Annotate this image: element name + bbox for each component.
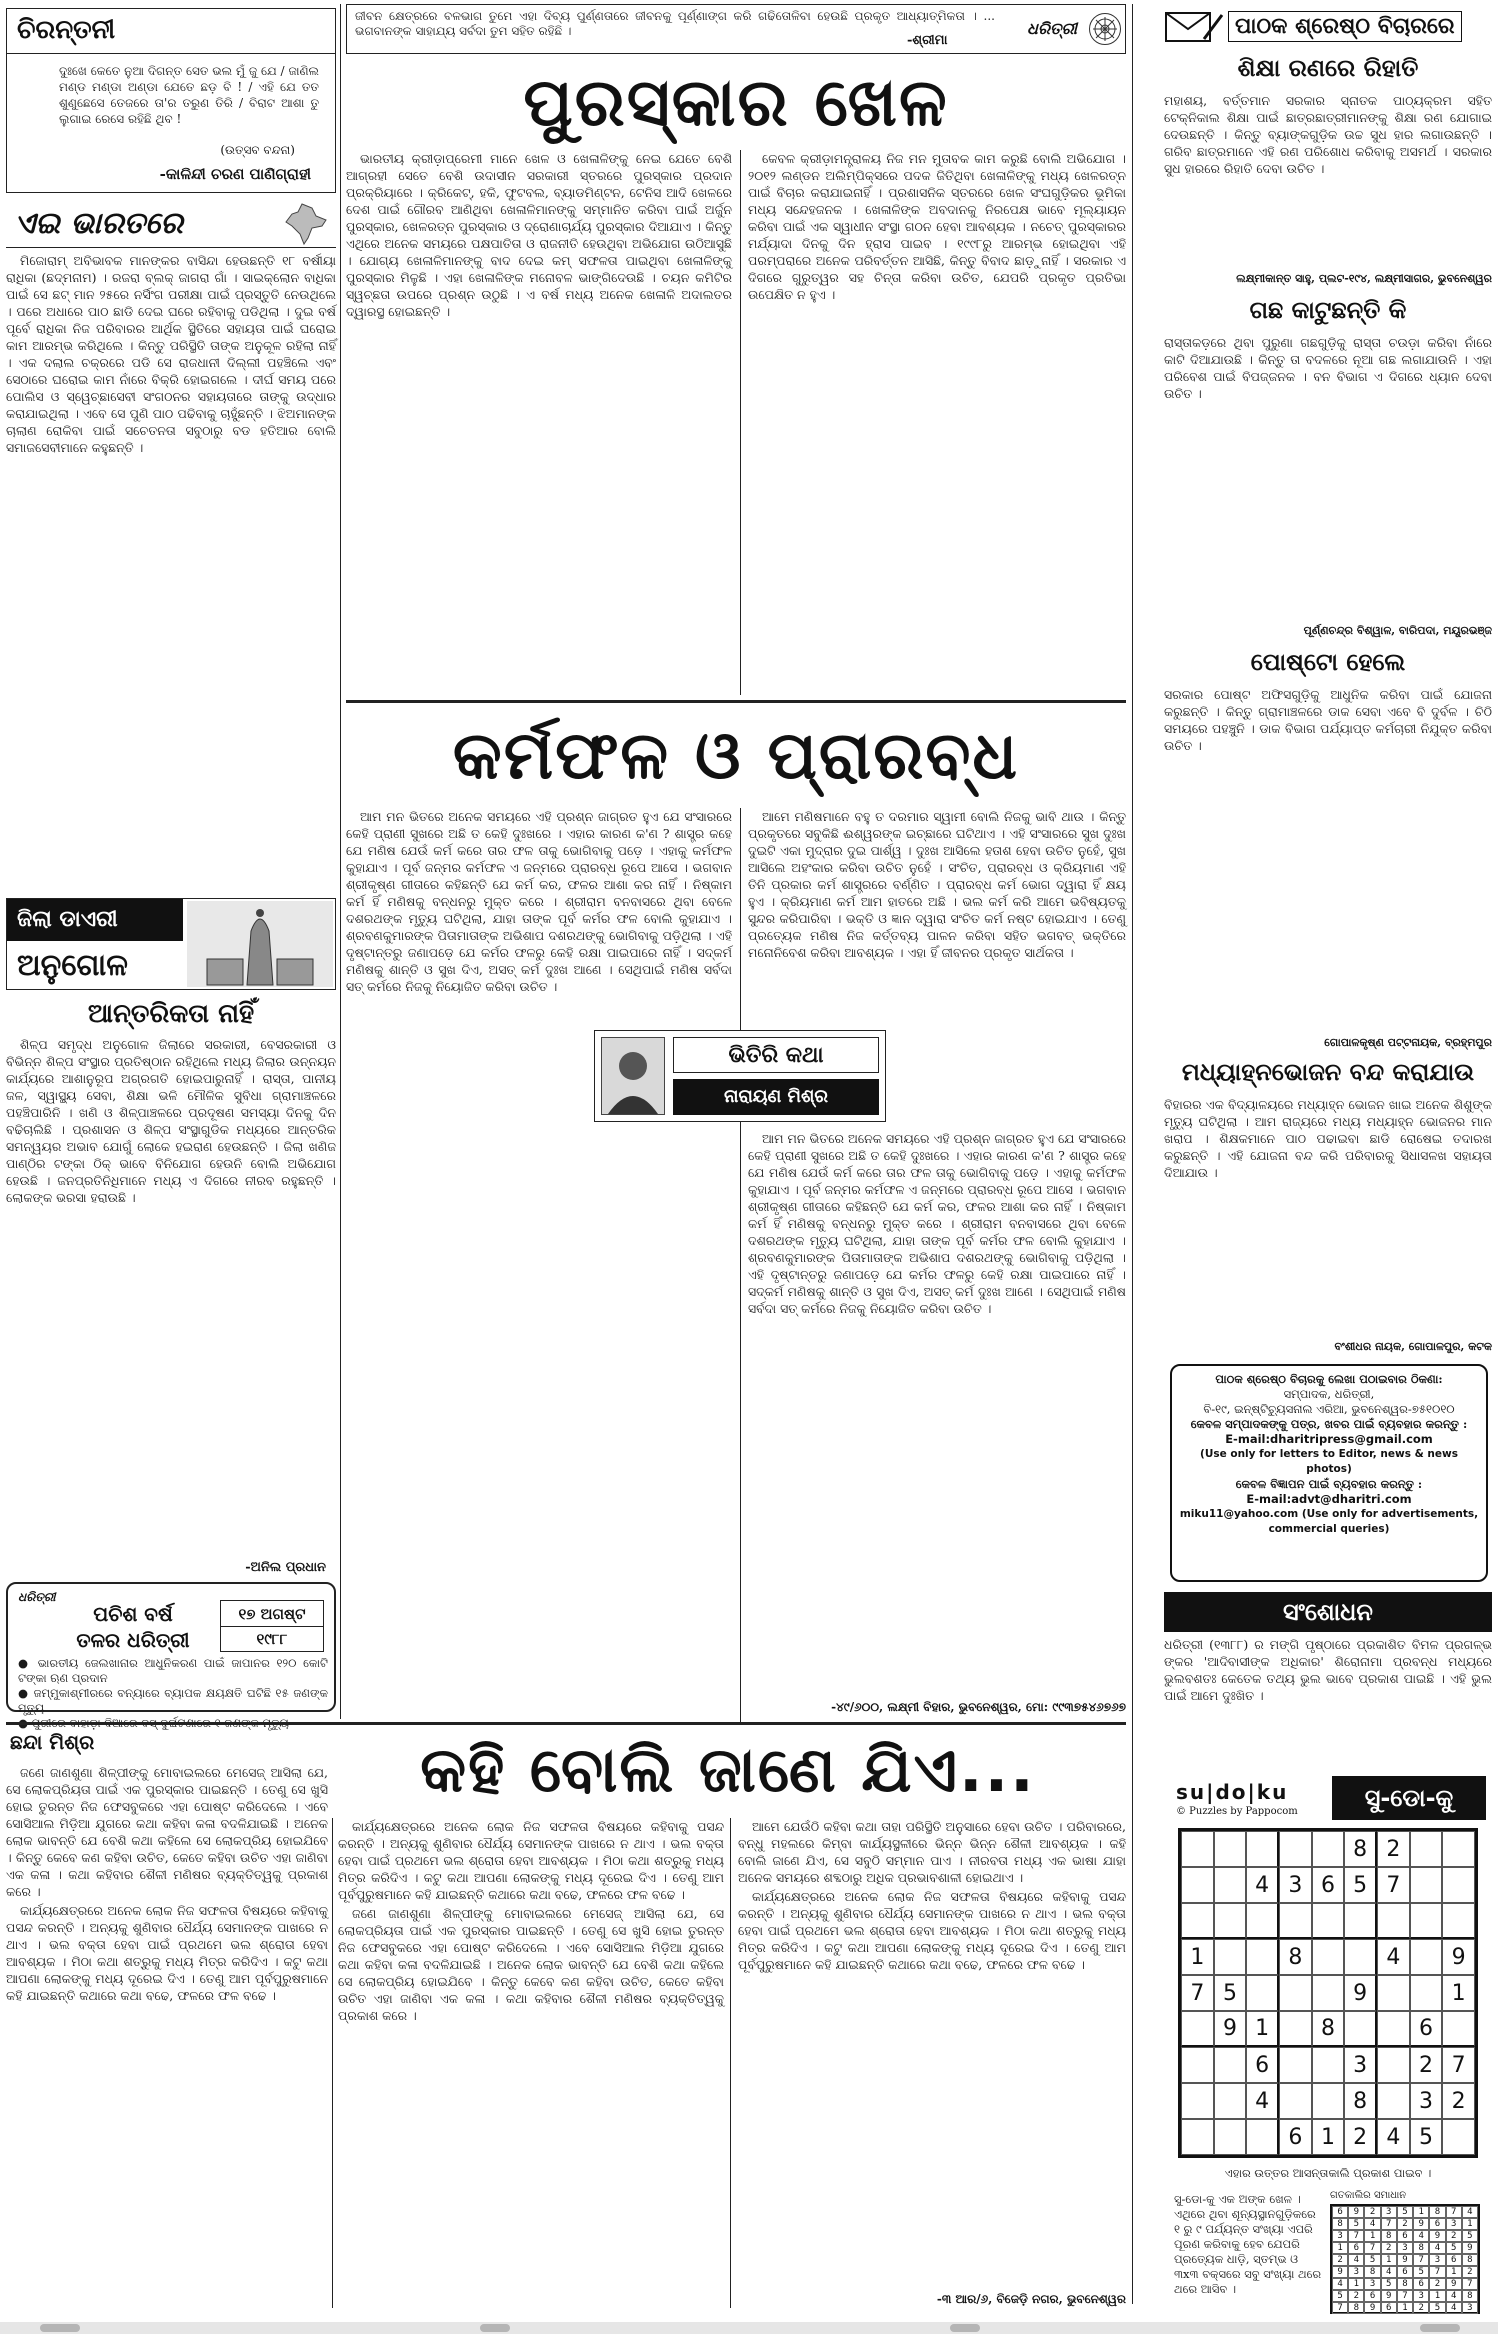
solution-cell: 5 [1381, 2278, 1397, 2290]
prev-solution-label: ଗତକାଲିର ସମାଧାନ [1330, 2190, 1407, 2201]
solution-cell: 5 [1332, 2290, 1348, 2302]
paragraph: ଜଣେ ଜାଣଶୁଣା ଶିଳ୍ପୀଙ୍କୁ ମୋବାଇଲରେ ମେସେଜ୍ ଆସିଲା ଯେ, ସେ ଲୋକପ୍ରିୟତା ପାଇଁ ଏକ ପୁରସ୍କାର ପାଇଛନ୍ତି । ତେଣୁ ସେ ଖୁସି ହୋଇ ତୁରନ୍ତ ନିଜ ଫେସବୁକରେ ଏହା ପୋଷ୍ଟ କରିଦେଲେ । ଏବେ ସୋସିଆଲ ମିଡ଼ିଆ ଯୁଗରେ କଥା କହିବା କଳା ବଦଳିଯାଇଛି । ଅନେକ ଲୋକ ଭାବନ୍ତି ଯେ ବେଶି କଥା କହିଲେ ସେ ଲୋକପ୍ରିୟ ହୋଇଯିବେ । କିନ୍ତୁ କେବେ କଣ କହିବା ଉଚିତ, କେତେ କହିବା ଉଚିତ ଏହା ଜାଣିବା ଏକ କଳା । କଥା କହିବାର ଶୈଳୀ ମଣିଷର ବ୍ୟକ୍ତିତ୍ୱକୁ ପ୍ରକାଶ କରେ । [6, 1765, 328, 1899]
solution-cell: 4 [1381, 2266, 1397, 2278]
solution-cell: 8 [1462, 2290, 1478, 2302]
sudoku-cell[interactable] [1312, 1939, 1345, 1975]
sudoku-cell[interactable] [1410, 1975, 1443, 2011]
bharat-body [6, 252, 336, 892]
section-divider [346, 700, 1126, 703]
solution-cell: 1 [1381, 2254, 1397, 2266]
solution-cell: 9 [1364, 2302, 1380, 2314]
district-body [6, 1036, 336, 1556]
sudoku-cell[interactable] [1181, 2047, 1214, 2083]
email-link[interactable]: E-mail:dharitripress@gmail.com [1225, 1432, 1433, 1446]
letter-author: ବଂଶୀଧର ନାୟକ, ଗୋପାଳପୁର, କଟକ [1334, 1340, 1492, 1353]
sudoku-cell[interactable]: 8 [1312, 2011, 1345, 2047]
twenty-five-subtitle: ତଳର ଧରିତ୍ରୀ [76, 1628, 190, 1652]
solution-cell: 8 [1462, 2254, 1478, 2266]
sudoku-brand: su|do|ku [1176, 1780, 1289, 1804]
paragraph: କାର୍ଯ୍ୟକ୍ଷେତ୍ରରେ ଅନେକ ଲୋକ ନିଜ ସଫଳତା ବିଷୟରେ କହିବାକୁ ପସନ୍ଦ କରନ୍ତି । ଅନ୍ୟକୁ ଶୁଣିବାର ଧୈର୍ଯ୍ୟ ସେମାନଙ୍କ ପାଖରେ ନ ଥାଏ । ଭଲ ବକ୍ତା ହେବା ପାଇଁ ପ୍ରଥମେ ଭଲ ଶ୍ରୋତା ହେବା ଆବଶ୍ୟକ । ମିଠା କଥା ଶତ୍ରୁକୁ ମଧ୍ୟ ମିତ୍ର କରିଦିଏ । କଟୁ କଥା ଆପଣା ଲୋକଙ୍କୁ ମଧ୍ୟ ଦୂରେଇ ଦିଏ । ତେଣୁ ଆମ ପୂର୍ବପୁରୁଷମାନେ କହି ଯାଇଛନ୍ତି କଥାରେ କଥା ବଢେ, ଫଳରେ ଫଳ ବଢେ । [6, 1903, 328, 2003]
chhanda-byline: ଛନ୍ଦା ମିଶ୍ର [10, 1730, 95, 1754]
solution-cell: 7 [1397, 2290, 1413, 2302]
solution-cell: 4 [1348, 2254, 1364, 2266]
solution-cell: 6 [1364, 2290, 1380, 2302]
letter-headline: ଗଛ କାଟୁଛନ୍ତି କି [1249, 296, 1407, 324]
sudoku-cell[interactable] [1214, 2119, 1247, 2155]
sudoku-cell[interactable] [1279, 1831, 1312, 1867]
sudoku-cell[interactable] [1344, 1903, 1377, 1939]
karma-headline: କର୍ମଫଳ ଓ ପ୍ରାରବ୍ଧ [452, 717, 1020, 794]
sudoku-cell[interactable] [1181, 2083, 1214, 2119]
solution-cell: 4 [1462, 2206, 1478, 2218]
sudoku-cell[interactable] [1344, 2011, 1377, 2047]
solution-cell: 3 [1462, 2302, 1478, 2314]
solution-cell: 7 [1446, 2206, 1462, 2218]
sudoku-rules: ସୁ-ଡୋ-କୁ ଏକ ଅଙ୍କ ଖେଳ । ଏଥିରେ ଥିବା ଶୂନ୍ୟସ୍ଥାନଗୁଡ଼ିକରେ ୧ ରୁ ୯ ପର୍ଯ୍ୟନ୍ତ ସଂଖ୍ୟା ଏପରି ପୂରଣ କରିବାକୁ ହେବ ଯେପରି ପ୍ରତ୍ୟେକ ଧାଡ଼ି, ସ୍ତମ୍ଭ ଓ ୩x୩ ବକ୍ସରେ ସବୁ ସଂଖ୍ୟା ଥରେ ଥରେ ଆସିବ । [1174, 2192, 1322, 2296]
main-article-col2 [748, 150, 1126, 695]
sudoku-cell[interactable] [1442, 2011, 1475, 2047]
district-name: ଅନୁଗୋଳ [17, 948, 128, 983]
karma-col1 [346, 808, 732, 1723]
solution-cell: 9 [1381, 2290, 1397, 2302]
solution-cell: 4 [1446, 2290, 1462, 2302]
solution-cell: 6 [1446, 2254, 1462, 2266]
sudoku-cell[interactable] [1312, 1975, 1345, 2011]
letter-body: ବିହାରର ଏକ ବିଦ୍ୟାଳୟରେ ମଧ୍ୟାହ୍ନ ଭୋଜନ ଖାଇ ଅନେକ ଶିଶୁଙ୍କ ମୃତ୍ୟୁ ଘଟିଥିଲା । ଆମ ରାଜ୍ୟରେ ମଧ୍ୟ ମଧ୍ୟାହ୍ନ ଭୋଜନର ମାନ ଖରାପ । ଶିକ୍ଷକମାନେ ପାଠ ପଢାଇବା ଛାଡି ରୋଷେଇ ତଦାରଖ କରୁଛନ୍ତି । ଏହି ଯୋଜନା ବନ୍ଦ କରି ପରିବାରକୁ ସିଧାସଳଖ ସହାୟତା ଦିଆଯାଉ । [1164, 1097, 1492, 1180]
paragraph: ଭାରତୀୟ କ୍ରୀଡ଼ାପ୍ରେମୀ ମାନେ ଖେଳ ଓ ଖେଳାଳିଙ୍କୁ ନେଇ ଯେତେ ବେଶି ଆଗ୍ରହୀ ସେତେ ବେଶି ଉଦାସୀନ ସରକାରୀ ସ୍ତରରେ ପୁରସ୍କାର ପ୍ରଦାନ ପ୍ରକ୍ରିୟାରେ । କ୍ରିକେଟ୍, ହକି, ଫୁଟବଲ, ବ୍ୟାଡମିଣ୍ଟନ, ଟେନିସ ଆଦି ଖେଳରେ ଦେଶ ପାଇଁ ଗୌରବ ଆଣିଥିବା ଖେଳାଳିମାନଙ୍କୁ ସମ୍ମାନିତ କରିବା ପାଇଁ ଅର୍ଜୁନ ପୁରସ୍କାର, ଖେଳରତ୍ନ ପୁରସ୍କାର ଓ ଦ୍ରୋଣାଚାର୍ଯ୍ୟ ପୁରସ୍କାର ଦିଆଯାଏ । କିନ୍ତୁ ଏଥିରେ ଅନେକ ସମୟରେ ପକ୍ଷପାତିତା ଓ ରାଜନୀତି ହେଉଥିବା ଅଭିଯୋଗ ଉଠିଆସୁଛି । ଯୋଗ୍ୟ ଖେଳାଳିମାନଙ୍କୁ ବାଦ ଦେଇ କମ୍ ସଫଳତା ପାଇଥିବା ଖେଳାଳିଙ୍କୁ ପୁରସ୍କାର ମିଳୁଛି । ଏହା ଖେଳାଳିଙ୍କ ମନୋବଳ ଭାଙ୍ଗିଦେଉଛି । ଚୟନ କମିଟିର ସ୍ୱଚ୍ଛତା ଉପରେ ପ୍ରଶ୍ନ ଉଠୁଛି । ଏ ବର୍ଷ ମଧ୍ୟ ଅନେକ ଖେଳାଳି ଅଦାଲତର ଦ୍ୱାରସ୍ଥ ହୋଇଛନ୍ତି । [346, 151, 732, 319]
solution-cell: 1 [1348, 2278, 1364, 2290]
paragraph: ମିଜୋରାମ୍ ଅବିଭାବକ ମାନଙ୍କର ବାସିନ୍ଦା ହେଉଛନ୍ତି ୧୮ ବର୍ଷୀୟା ରାଧିକା (ଛଦ୍ମନାମ) । ରଜରା ବ୍ଲକ୍ ଜାଗରା ଗାଁ । ସାଇକ୍ଲୋନ ବାଧିକା ପାଇଁ ସେ ଛଟ୍ ମାନ ୨୫ରେ ନର୍ସିଂଗ ପରୀକ୍ଷା ପାଇଁ ପ୍ରସ୍ତୁତି ନେଉଥିଲେ । ପରେ ଅଧାରେ ପାଠ ଛାଡି ଦେଇ ଘରେ ରହିବାକୁ ପଡିଥିଲା । ଦୁଇ ବର୍ଷ ପୂର୍ବେ ରାଧିକା ନିଜ ପରିବାରର ଆର୍ଥିକ ସ୍ଥିତିରେ ସହାୟତା ପାଇଁ ଘରୋଇ କାମ ଆରମ୍ଭ କରିଥିଲେ । କିନ୍ତୁ ପରିସ୍ଥିତି ତାଙ୍କ ଅନୁକୂଳ ରହିଲା ନାହିଁ । ଏକ ଦଲାଲ ଚକ୍ରରେ ପଡି ସେ ରାଜଧାନୀ ଦିଲ୍ଲୀ ପହଞ୍ଚିଲେ ଏବଂ ସେଠାରେ ଘରୋଇ କାମ ନାଁରେ ବିକ୍ରି ହୋଇଗଲେ । ଦୀର୍ଘ ସମୟ ପରେ ପୋଲିସ ଓ ସ୍ୱେଚ୍ଛାସେବୀ ସଂଗଠନର ସହାୟତାରେ ତାଙ୍କୁ ଉଦ୍ଧାର କରାଯାଇଥିଲା । ଏବେ ସେ ପୁଣି ପାଠ ପଢିବାକୁ ଚାହୁଁଛନ୍ତି । ଝିଅମାନଙ୍କ ଚାଲାଣ ରୋକିବା ପାଇଁ ସଚେତନତା ସବୁଠାରୁ ବଡ ହତିଆର ବୋଲି ସମାଜସେବୀମାନେ କହୁଛନ୍ତି । [6, 253, 336, 455]
solution-cell: 7 [1381, 2218, 1397, 2230]
main-headline: ପୁରସ୍କାର ଖେଳ [523, 64, 949, 141]
solution-cell: 8 [1413, 2242, 1429, 2254]
solution-cell: 4 [1429, 2242, 1445, 2254]
sudoku-cell[interactable]: 3 [1344, 2047, 1377, 2083]
column-divider [740, 808, 741, 1723]
sudoku-cell[interactable]: 5 [1410, 2119, 1443, 2155]
solution-cell: 9 [1397, 2254, 1413, 2266]
sudoku-cell[interactable] [1214, 1903, 1247, 1939]
sudoku-cell[interactable]: 2 [1377, 1831, 1410, 1867]
paragraph: ଜଣେ ଜାଣଶୁଣା ଶିଳ୍ପୀଙ୍କୁ ମୋବାଇଲରେ ମେସେଜ୍ ଆସିଲା ଯେ, ସେ ଲୋକପ୍ରିୟତା ପାଇଁ ଏକ ପୁରସ୍କାର ପାଇଛନ୍ତି । ତେଣୁ ସେ ଖୁସି ହୋଇ ତୁରନ୍ତ ନିଜ ଫେସବୁକରେ ଏହା ପୋଷ୍ଟ କରିଦେଲେ । ଏବେ ସୋସିଆଲ ମିଡ଼ିଆ ଯୁଗରେ କଥା କହିବା କଳା ବଦଳିଯାଇଛି । ଅନେକ ଲୋକ ଭାବନ୍ତି ଯେ ବେଶି କଥା କହିଲେ ସେ ଲୋକପ୍ରିୟ ହୋଇଯିବେ । କିନ୍ତୁ କେବେ କଣ କହିବା ଉଚିତ, କେତେ କହିବା ଉଚିତ ଏହା ଜାଣିବା ଏକ କଳା । କଥା କହିବାର ଶୈଳୀ ମଣିଷର ବ୍ୟକ୍ତିତ୍ୱକୁ ପ୍ରକାଶ କରେ । [338, 1906, 724, 2023]
sudoku-cell[interactable]: 9 [1214, 2011, 1247, 2047]
sudoku-cell[interactable] [1279, 2011, 1312, 2047]
chirantani-poem: ଦୁଃଖେ କେତେ ନୁଆ ଦିଗନ୍ତ ସେତ ଭଲ ମୁଁ ଜୁ ଯେ / ଜାଣିଲ ମଣ୍ଡ ମଣ୍ଡା ଅଣ୍ଡା ଯେତେ ଛଡ଼ ବି ! / ଏହି ଯେ ତତ ଶୁଣୁଛେସେ ତେଜରେ ତା'ର ତରୁଣ ତିରି / ବିରାଟ ଆଶା ତୁ ଲୁଗାଇ ରେସେ ରହିଛି ଥିବ ! [59, 64, 319, 126]
solution-cell: 6 [1381, 2302, 1397, 2314]
dharitri-emblem-icon [1089, 13, 1121, 45]
solution-cell: 2 [1429, 2278, 1445, 2290]
sudoku-cell[interactable]: 6 [1279, 2119, 1312, 2155]
paragraph: ଶିଳ୍ପ ସମୃଦ୍ଧ ଅନୁଗୋଳ ଜିଲାରେ ସରକାରୀ, ବେସରକାରୀ ଓ ବିଭିନ୍ନ ଶିଳ୍ପ ସଂସ୍ଥାର ପ୍ରତିଷ୍ଠାନ ରହିଥିଲେ ମଧ୍ୟ ଜିଲାର ଉନ୍ନୟନ କାର୍ଯ୍ୟରେ ଆଶାନୁରୂପ ଅଗ୍ରଗତି ହୋଇପାରୁନାହିଁ । ରାସ୍ତା, ପାନୀୟ ଜଳ, ସ୍ୱାସ୍ଥ୍ୟ ସେବା, ଶିକ୍ଷା ଭଳି ମୌଳିକ ସୁବିଧା ଗ୍ରାମାଞ୍ଚଳରେ ପହଞ୍ଚିପାରିନି । ଖଣି ଓ ଶିଳ୍ପାଞ୍ଚଳରେ ପ୍ରଦୂଷଣ ସମସ୍ୟା ଦିନକୁ ଦିନ ବଢିଚାଲିଛି । ପ୍ରଶାସନ ଓ ଶିଳ୍ପ ସଂସ୍ଥାଗୁଡିକ ମଧ୍ୟରେ ଆନ୍ତରିକ ସମନ୍ୱୟର ଅଭାବ ଯୋଗୁଁ ଲୋକେ ହଇରାଣ ହେଉଛନ୍ତି । ଜିଲା ଖଣିଜ ପାଣ୍ଠିର ଟଙ୍କା ଠିକ୍ ଭାବେ ବିନିଯୋଗ ହେଉନି ବୋଲି ଅଭିଯୋଗ ହେଉଛି । ଜନପ୍ରତିନିଧିମାନେ ମଧ୍ୟ ଏ ଦିଗରେ ନୀରବ ରହୁଛନ୍ତି । ଲୋକଙ୍କ ଭରସା ହରାଉଛି । [6, 1037, 336, 1205]
contact-line: ସମ୍ପାଦକ, ଧରିତ୍ରୀ, [1283, 1387, 1375, 1401]
solution-cell: 5 [1413, 2266, 1429, 2278]
solution-cell: 7 [1429, 2266, 1445, 2278]
solution-cell: 9 [1413, 2218, 1429, 2230]
chirantani-box [6, 8, 336, 193]
sudoku-cell[interactable] [1410, 1867, 1443, 1903]
envelope-icon [1164, 9, 1224, 43]
solution-cell: 4 [1446, 2302, 1462, 2314]
solution-cell: 5 [1429, 2302, 1445, 2314]
sudoku-title: ସୁ-ଡୋ-କୁ [1332, 1776, 1486, 1820]
solution-cell: 6 [1397, 2230, 1413, 2242]
quote-box [346, 4, 1126, 54]
sudoku-cell[interactable] [1246, 1831, 1279, 1867]
sudoku-cell[interactable] [1377, 1975, 1410, 2011]
solution-cell: 3 [1446, 2218, 1462, 2230]
sudoku-cell[interactable] [1279, 2083, 1312, 2119]
solution-cell: 8 [1348, 2302, 1364, 2314]
list-item: ● ଜମ୍ମୁକାଶ୍ମୀରରେ ବନ୍ୟାରେ ବ୍ୟାପକ କ୍ଷୟକ୍ଷତି ଘଟିଛି ୧୫ ଜଣଙ୍କ ମୃତ୍ୟୁ [18, 1686, 328, 1715]
solution-cell: 7 [1413, 2254, 1429, 2266]
solution-cell: 2 [1332, 2254, 1348, 2266]
solution-cell: 3 [1381, 2206, 1397, 2218]
solution-cell: 4 [1413, 2230, 1429, 2242]
column-author: ନାରାୟଣ ମିଶ୍ର [673, 1079, 879, 1115]
sudoku-cell[interactable]: 2 [1442, 2083, 1475, 2119]
correction-body: ଧରିତ୍ରୀ (୧୩୮୮) ର ମଙ୍ଗି ପୃଷ୍ଠାରେ ପ୍ରକାଶିତ ବିମଳ ପ୍ରଗଳ୍ଭ ଙ୍କର 'ଆଦିବାସୀଙ୍କ ଅଧିକାର' ଶିରୋନାମା ପ୍ରବନ୍ଧ ମଧ୍ୟରେ ଭୁଲବଶତଃ କେତେକ ତଥ୍ୟ ଭୁଲ ଭାବେ ପ୍ରକାଶ ପାଇଛି । ଏହି ଭୁଲ ପାଇଁ ଆମେ ଦୁଃଖିତ । [1164, 1637, 1492, 1703]
sudoku-cell[interactable]: 6 [1246, 2047, 1279, 2083]
sudoku-cell[interactable]: 1 [1246, 2011, 1279, 2047]
sudoku-cell[interactable]: 3 [1410, 2083, 1443, 2119]
sudoku-cell[interactable] [1214, 1939, 1247, 1975]
solution-cell: 4 [1364, 2218, 1380, 2230]
solution-cell: 8 [1364, 2266, 1380, 2278]
section-divider [6, 1722, 1126, 1725]
chhanda-address: -୩ ଆର/୬, ବିଜେଡ଼ି ନଗର, ଭୁବନେଶ୍ୱର [936, 2292, 1126, 2306]
sudoku-cell[interactable] [1181, 1867, 1214, 1903]
solution-cell: 9 [1429, 2230, 1445, 2242]
letter-body: ମହାଶୟ, ବର୍ତ୍ତମାନ ସରକାର ସ୍ନାତକ ପାଠ୍ୟକ୍ରମ ସହିତ ଟେକ୍ନିକାଲ ଶିକ୍ଷା ପାଇଁ ଛାତ୍ରଛାତ୍ରୀମାନଙ୍କୁ ଶିକ୍ଷା ରଣ ଯୋଗାଇ ଦେଉଛନ୍ତି । କିନ୍ତୁ ବ୍ୟାଙ୍କଗୁଡ଼ିକ ଉଚ୍ଚ ସୁଧ ହାର ଲଗାଉଛନ୍ତି । ଗରିବ ଛାତ୍ରମାନେ ଏହି ରଣ ପରିଶୋଧ କରିବାକୁ ଅସମର୍ଥ । ସରକାର ସୁଧ ହାରରେ ରିହାତି ଦେବା ଉଚିତ । [1164, 93, 1492, 176]
sudoku-cell[interactable] [1246, 1903, 1279, 1939]
sudoku-cell[interactable]: 5 [1344, 1867, 1377, 1903]
poem-author: -କାଳିନ୍ଦୀ ଚରଣ ପାଣିଗ୍ରାହୀ [159, 165, 311, 183]
main-article-col1 [346, 150, 732, 695]
sudoku-cell[interactable] [1279, 1903, 1312, 1939]
solution-cell: 6 [1397, 2266, 1413, 2278]
sudoku-cell[interactable] [1442, 2119, 1475, 2155]
sudoku-cell[interactable] [1377, 2011, 1410, 2047]
brand-logo-text: ଧରିତ୍ରୀ [1027, 19, 1077, 38]
sudoku-grid[interactable] [1178, 1828, 1478, 2158]
twenty-five-years-box [6, 1582, 336, 1715]
paragraph: କେବଳ କ୍ରୀଡ଼ାମନ୍ତ୍ରାଳୟ ନିଜ ମନ ମୁତାବକ କାମ କରୁଛି ବୋଲି ଅଭିଯୋଗ । ୨୦୧୨ ଲଣ୍ଡନ ଅଲିମ୍ପିକ୍ସରେ ପଦକ ଜିତିଥିବା ଖେଳାଳିଙ୍କୁ ମଧ୍ୟ ଖେଳରତ୍ନ ପାଇଁ ବିଚାର କରାଯାଇନାହିଁ । ପ୍ରଶାସନିକ ସ୍ତରରେ ଖେଳ ସଂଘଗୁଡ଼ିକର ଭୂମିକା ମଧ୍ୟ ସନ୍ଦେହଜନକ । ଖେଳାଳିଙ୍କ ଅବଦାନକୁ ନିରପେକ୍ଷ ଭାବେ ମୂଲ୍ୟାୟନ କରିବା ପାଇଁ ଏକ ସ୍ୱାଧୀନ ସଂସ୍ଥା ଗଠନ ହେବା ଆବଶ୍ୟକ । ନଚେତ୍ ପୁରସ୍କାରର ମର୍ଯ୍ୟାଦା ଦିନକୁ ଦିନ ହ୍ରାସ ପାଇବ । ୧୯୯୮ରୁ ଆରମ୍ଭ ହୋଇଥିବା ଏହି ପରମ୍ପରାରେ ଅନେକ ପରିବର୍ତ୍ତନ ଆସିଛି, କିନ୍ତୁ ବିବାଦ ଛାଡ଼ୁନାହିଁ । ସରକାର ଏ ଦିଗରେ ଗୁରୁତ୍ୱର ସହ ଚିନ୍ତା କରିବା ଉଚିତ, ଯେପରି ପ୍ରକୃତ ପ୍ରତିଭା ଉପେକ୍ଷିତ ନ ହୁଏ । [748, 151, 1126, 302]
sudoku-cell[interactable]: 4 [1246, 1867, 1279, 1903]
sudoku-cell[interactable] [1377, 1903, 1410, 1939]
scroll-thumb[interactable] [40, 2324, 80, 2332]
sudoku-cell[interactable] [1442, 1831, 1475, 1867]
sudoku-cell[interactable]: 9 [1344, 1975, 1377, 2011]
sudoku-cell[interactable] [1312, 2083, 1345, 2119]
letter-headline: ଶିକ୍ଷା ରଣରେ ରିହାତି [1237, 54, 1419, 82]
list-item: ● ଭାରତୀୟ ଜେଲଖାନାର ଆଧୁନିକରଣ ପାଇଁ ଜାପାନର ୧୨୦ କୋଟି ଟଙ୍କା ଋଣ ପ୍ରଦାନ [18, 1656, 328, 1685]
solution-cell: 3 [1429, 2254, 1445, 2266]
sudoku-cell[interactable]: 7 [1442, 2047, 1475, 2083]
paragraph: କାର୍ଯ୍ୟକ୍ଷେତ୍ରରେ ଅନେକ ଲୋକ ନିଜ ସଫଳତା ବିଷୟରେ କହିବାକୁ ପସନ୍ଦ କରନ୍ତି । ଅନ୍ୟକୁ ଶୁଣିବାର ଧୈର୍ଯ୍ୟ ସେମାନଙ୍କ ପାଖରେ ନ ଥାଏ । ଭଲ ବକ୍ତା ହେବା ପାଇଁ ପ୍ରଥମେ ଭଲ ଶ୍ରୋତା ହେବା ଆବଶ୍ୟକ । ମିଠା କଥା ଶତ୍ରୁକୁ ମଧ୍ୟ ମିତ୍ର କରିଦିଏ । କଟୁ କଥା ଆପଣା ଲୋକଙ୍କୁ ମଧ୍ୟ ଦୂରେଇ ଦିଏ । ତେଣୁ ଆମ ପୂର୍ବପୁରୁଷମାନେ କହି ଯାଇଛନ୍ତି କଥାରେ କଥା ବଢେ, ଫଳରେ ଫଳ ବଢେ । [738, 1889, 1126, 1972]
sudoku-cell[interactable] [1344, 1939, 1377, 1975]
solution-cell: 8 [1397, 2278, 1413, 2290]
letter-body: ରାସ୍ତାକଡ଼ରେ ଥିବା ପୁରୁଣା ଗଛଗୁଡ଼ିକୁ ରାସ୍ତା ଚଉଡ଼ା କରିବା ନାଁରେ କାଟି ଦିଆଯାଉଛି । କିନ୍ତୁ ତା ବଦଳରେ ନୂଆ ଗଛ ଲଗାଯାଉନି । ଏହା ପରିବେଶ ପାଇଁ ବିପଜ୍ଜନକ । ବନ ବିଭାଗ ଏ ଦିଗରେ ଧ୍ୟାନ ଦେବା ଉଚିତ । [1164, 335, 1492, 401]
solution-cell: 5 [1364, 2254, 1380, 2266]
date-year: ୧୯୮୮ [256, 1630, 288, 1648]
solution-cell: 2 [1397, 2218, 1413, 2230]
previous-solution-grid [1330, 2204, 1480, 2314]
readers-banner [1164, 6, 1492, 46]
twenty-five-list [18, 1656, 328, 1715]
solution-cell: 9 [1332, 2266, 1348, 2278]
author-photo [601, 1037, 665, 1115]
solution-cell: 9 [1348, 2206, 1364, 2218]
solution-cell: 3 [1332, 2230, 1348, 2242]
sudoku-cell[interactable] [1246, 2119, 1279, 2155]
solution-cell: 3 [1413, 2290, 1429, 2302]
letter-headline: ମଧ୍ୟାହ୍ନଭୋଜନ ବନ୍ଦ କରାଯାଉ [1181, 1058, 1475, 1086]
chhanda-col2 [338, 1818, 724, 2308]
email-link[interactable]: miku11@yahoo.com (Use only for advertisements, commercial queries) [1179, 1508, 1479, 1535]
sudoku-cell[interactable] [1442, 1867, 1475, 1903]
readers-banner-title: ପାଠକ ଶ୍ରେଷ୍ଠ ବିଚାରରେ [1228, 11, 1462, 42]
solution-cell: 2 [1348, 2290, 1364, 2302]
district-author: -ଅନିଲ ପ୍ରଧାନ [245, 1560, 326, 1575]
letter-body: ସରକାର ପୋଷ୍ଟ ଅଫିସଗୁଡ଼ିକୁ ଆଧୁନିକ କରିବା ପାଇଁ ଯୋଜନା କରୁଛନ୍ତି । କିନ୍ତୁ ଗ୍ରାମାଞ୍ଚଳରେ ଡାକ ସେବା ଏବେ ବି ଦୁର୍ବଳ । ଚିଠି ସମୟରେ ପହଞ୍ଚୁନି । ଡାକ ବିଭାଗ ପର୍ଯ୍ୟାପ୍ତ କର୍ମଚାରୀ ନିଯୁକ୍ତ କରିବା ଉଚିତ । [1164, 687, 1492, 753]
solution-cell: 1 [1413, 2206, 1429, 2218]
sudoku-cell[interactable]: 2 [1344, 2119, 1377, 2155]
paragraph: ଆମେ ମଣିଷମାନେ ବହୁ ତ ଦରମାର ସ୍ୱାମୀ ବୋଲି ନିଜକୁ ଭାବି ଥାଉ । କିନ୍ତୁ ପ୍ରକୃତରେ ସବୁକିଛି ଈଶ୍ୱରଙ୍କ ଇଚ୍ଛାରେ ଘଟିଥାଏ । ଏହି ସଂସାରରେ ସୁଖ ଦୁଃଖ ଦୁଇଟି ଏକା ମୁଦ୍ରାର ଦୁଇ ପାର୍ଶ୍ୱ । ଦୁଃଖ ଆସିଲେ ହତାଶ ହେବା ଉଚିତ ନୁହେଁ, ସୁଖ ଆସିଲେ ଅହଂକାର କରିବା ଉଚିତ ନୁହେଁ । ସଂଚିତ, ପ୍ରାରବ୍ଧ ଓ କ୍ରିୟମାଣ ଏହି ତିନି ପ୍ରକାର କର୍ମ ଶାସ୍ତ୍ରରେ ବର୍ଣ୍ଣିତ । ପ୍ରାରବ୍ଧ କର୍ମ ଭୋଗ ଦ୍ୱାରା ହିଁ କ୍ଷୟ ହୁଏ । କ୍ରିୟମାଣ କର୍ମ ଆମ ହାତରେ ଅଛି । ଭଲ କର୍ମ କରି ଆମେ ଭବିଷ୍ୟତକୁ ସୁନ୍ଦର କରିପାରିବା । ଭକ୍ତି ଓ ଜ୍ଞାନ ଦ୍ୱାରା ସଂଚିତ କର୍ମ ନଷ୍ଟ ହୋଇଯାଏ । ତେଣୁ ପ୍ରତ୍ୟେକ ମଣିଷ ନିଜ କର୍ତ୍ତବ୍ୟ ପାଳନ କରିବା ସହିତ ଭଗବତ୍ ଭକ୍ତିରେ ମନୋନିବେଶ କରିବା ଆବଶ୍ୟକ । ଏହା ହିଁ ଜୀବନର ପ୍ରକୃତ ସାର୍ଥକତା । [748, 809, 1126, 960]
sudoku-cell[interactable] [1246, 1939, 1279, 1975]
bhitiri-katha-box [594, 1030, 886, 1122]
sudoku-cell[interactable]: 1 [1312, 2119, 1345, 2155]
sudoku-cell[interactable] [1246, 1975, 1279, 2011]
solution-cell: 5 [1397, 2206, 1413, 2218]
sudoku-cell[interactable]: 8 [1344, 2083, 1377, 2119]
column-divider [730, 1818, 731, 2308]
contact-line: କେବଳ ବିଜ୍ଞାପନ ପାଇଁ ବ୍ୟବହାର କରନ୍ତୁ : [1235, 1477, 1423, 1491]
contact-box [1170, 1364, 1488, 1582]
sudoku-cell[interactable]: 7 [1181, 1975, 1214, 2011]
bharat-title: ଏଇ ଭାରତରେ [14, 206, 183, 241]
solution-cell: 1 [1446, 2266, 1462, 2278]
solution-cell: 6 [1332, 2206, 1348, 2218]
solution-cell: 2 [1413, 2302, 1429, 2314]
contact-line: ବି-୧୯, ଇନ୍‌ଷ୍ଟିଚ୍ୟୁସନାଲ ଏରିଆ, ଭୁବନେଶ୍ୱର-୭୫୧୦୧୦ [1203, 1402, 1455, 1416]
solution-cell: 1 [1332, 2242, 1348, 2254]
solution-cell: 1 [1397, 2302, 1413, 2314]
sudoku-cell[interactable] [1214, 1867, 1247, 1903]
india-map-icon [282, 202, 330, 246]
sudoku-cell[interactable]: 8 [1279, 1939, 1312, 1975]
sudoku-cell[interactable]: 4 [1246, 2083, 1279, 2119]
sudoku-cell[interactable] [1442, 1903, 1475, 1939]
sudoku-cell[interactable]: 8 [1344, 1831, 1377, 1867]
sudoku-cell[interactable] [1377, 2047, 1410, 2083]
sudoku-cell[interactable]: 5 [1214, 1975, 1247, 2011]
solution-cell: 7 [1462, 2278, 1478, 2290]
solution-cell: 1 [1364, 2230, 1380, 2242]
scroll-thumb[interactable] [950, 2324, 980, 2332]
twenty-five-title: ପଚିଶ ବର୍ଷ [93, 1602, 173, 1626]
divider [7, 53, 335, 54]
quote-text: ଜୀବନ କ୍ଷେତ୍ରରେ ବଳଭାଗ ତୁମେ ଏହା ଦିବ୍ୟ ପୁର୍ଣ୍ଣତାରେ ଜୀବନକୁ ପୂର୍ଣ୍ଣାଙ୍ଗ କରି ଗଢିତୋଳିବା ହେଉଛି ପ୍ରକୃତ ଆଧ୍ୟାତ୍ମିକତା । ... ଭଗବାନଙ୍କ ସାହାଯ୍ୟ ସର୍ବଦା ତୁମ ସହିତ ରହିଛି । [355, 9, 995, 38]
district-diary-box [6, 898, 336, 990]
chhanda-headline: କହି ବୋଲି ଜାଣେ ଯିଏ... [420, 1733, 1036, 1806]
solution-cell: 4 [1332, 2278, 1348, 2290]
karma-col2 [748, 1130, 1126, 1700]
sudoku-cell[interactable] [1279, 2047, 1312, 2083]
district-diary-label: ଜିଲା ଡାଏରୀ [7, 899, 183, 941]
solution-cell: 6 [1348, 2242, 1364, 2254]
paragraph: କାର୍ଯ୍ୟକ୍ଷେତ୍ରରେ ଅନେକ ଲୋକ ନିଜ ସଫଳତା ବିଷୟରେ କହିବାକୁ ପସନ୍ଦ କରନ୍ତି । ଅନ୍ୟକୁ ଶୁଣିବାର ଧୈର୍ଯ୍ୟ ସେମାନଙ୍କ ପାଖରେ ନ ଥାଏ । ଭଲ ବକ୍ତା ହେବା ପାଇଁ ପ୍ରଥମେ ଭଲ ଶ୍ରୋତା ହେବା ଆବଶ୍ୟକ । ମିଠା କଥା ଶତ୍ରୁକୁ ମଧ୍ୟ ମିତ୍ର କରିଦିଏ । କଟୁ କଥା ଆପଣା ଲୋକଙ୍କୁ ମଧ୍ୟ ଦୂରେଇ ଦିଏ । ତେଣୁ ଆମ ପୂର୍ବପୁରୁଷମାନେ କହି ଯାଇଛନ୍ତି କଥାରେ କଥା ବଢେ, ଫଳରେ ଫଳ ବଢେ । [338, 1819, 724, 1902]
paragraph: ଆମ ମନ ଭିତରେ ଅନେକ ସମୟରେ ଏହି ପ୍ରଶ୍ନ ଜାଗ୍ରତ ହୁଏ ଯେ ସଂସାରରେ କେହି ପ୍ରାଣୀ ସୁଖରେ ଅଛି ତ କେହି ଦୁଃଖରେ । ଏହାର କାରଣ କ'ଣ ? ଶାସ୍ତ୍ର କହେ ଯେ ମଣିଷ ଯେଉଁ କର୍ମ କରେ ତାର ଫଳ ତାକୁ ଭୋଗିବାକୁ ପଡ଼େ । ଏହାକୁ କର୍ମଫଳ କୁହାଯାଏ । ପୂର୍ବ ଜନ୍ମର କର୍ମଫଳ ଏ ଜନ୍ମରେ ପ୍ରାରବ୍ଧ ରୂପେ ଆସେ । ଭଗବାନ ଶ୍ରୀକୃଷ୍ଣ ଗୀତାରେ କହିଛନ୍ତି ଯେ କର୍ମ କର, ଫଳର ଆଶା କର ନାହିଁ । ନିଷ୍କାମ କର୍ମ ହିଁ ମଣିଷକୁ ବନ୍ଧନରୁ ମୁକ୍ତ କରେ । ଶ୍ରୀରାମ ବନବାସରେ ଥିବା ବେଳେ ଦଶରଥଙ୍କ ମୃତ୍ୟୁ ଘଟିଥିଲା, ଯାହା ତାଙ୍କ ପୂର୍ବ କର୍ମର ଫଳ ବୋଲି କୁହାଯାଏ । ଶ୍ରବଣକୁମାରଙ୍କ ପିତାମାତାଙ୍କ ଅଭିଶାପ ଦଶରଥଙ୍କୁ ଭୋଗିବାକୁ ପଡ଼ିଥିଲା । ଏହି ଦୃଷ୍ଟାନ୍ତରୁ ଜଣାପଡ଼େ ଯେ କର୍ମର ଫଳରୁ କେହି ରକ୍ଷା ପାଇପାରେ ନାହିଁ । ସଦ୍‌କର୍ମ ମଣିଷକୁ ଶାନ୍ତି ଓ ସୁଖ ଦିଏ, ଅସତ୍ କର୍ମ ଦୁଃଖ ଆଣେ । ସେଥିପାଇଁ ମଣିଷ ସର୍ବଦା ସତ୍ କର୍ମରେ ନିଜକୁ ନିୟୋଜିତ କରିବା ଉଚିତ । [748, 1131, 1126, 1316]
sudoku-cell[interactable] [1312, 2047, 1345, 2083]
sudoku-cell[interactable]: 3 [1279, 1867, 1312, 1903]
letter-headline: ପୋଷ୍ଟୋ ହେଲେ [1250, 648, 1406, 676]
contact-note: (Use only for letters to Editor, news & news photos) [1200, 1448, 1458, 1475]
sudoku-cell[interactable] [1181, 1831, 1214, 1867]
sudoku-cell[interactable] [1181, 2119, 1214, 2155]
letter-author: ଲକ୍ଷ୍ମୀକାନ୍ତ ସାହୁ, ପ୍ଲଟ-୧୯୪, ଲକ୍ଷ୍ମୀସାଗର, ଭୁବନେଶ୍ୱର [1236, 272, 1492, 285]
solution-cell: 8 [1381, 2230, 1397, 2242]
chirantani-title: ଚିରନ୍ତନୀ [17, 15, 116, 45]
solution-cell: 8 [1332, 2218, 1348, 2230]
solution-cell: 7 [1348, 2230, 1364, 2242]
solution-cell: 2 [1446, 2230, 1462, 2242]
solution-cell: 7 [1332, 2302, 1348, 2314]
sudoku-answer-note: ଏହାର ଉତ୍ତର ଆସନ୍ତାକାଲି ପ୍ରକାଶ ପାଇବ । [1224, 2166, 1432, 2180]
solution-cell: 3 [1364, 2278, 1380, 2290]
chhanda-col1 [6, 1764, 328, 2309]
sudoku-cell[interactable] [1279, 1975, 1312, 2011]
column-divider [340, 4, 341, 1719]
sudoku-cell[interactable]: 4 [1377, 2119, 1410, 2155]
quote-author: -ଶ୍ରୀମା [907, 33, 948, 48]
sudoku-cell[interactable] [1410, 1903, 1443, 1939]
poem-note: (ଉତ୍ସବ ବନ୍ଦନା) [220, 143, 295, 157]
solution-cell: 2 [1381, 2242, 1397, 2254]
bharat-banner [6, 200, 336, 248]
brand-text: ଧରିତ୍ରୀ [18, 1590, 56, 1604]
solution-cell: 6 [1413, 2278, 1429, 2290]
sudoku-cell[interactable]: 7 [1377, 1867, 1410, 1903]
sudoku-cell[interactable] [1181, 1903, 1214, 1939]
contact-line: ପାଠକ ଶ୍ରେଷ୍ଠ ବିଚାରକୁ ଲେଖା ପଠାଇବାର ଠିକଣା: [1215, 1372, 1443, 1386]
sudoku-credit: © Puzzles by Pappocom [1176, 1806, 1298, 1817]
column-label: ଭିତିରି କଥା [673, 1037, 879, 1073]
date-day: ୧୭ ଅଗଷ୍ଟ [221, 1601, 323, 1627]
district-headline: ଆନ୍ତରିକତା ନାହିଁ [87, 999, 255, 1029]
solution-cell: 1 [1462, 2218, 1478, 2230]
sudoku-cell[interactable]: 4 [1377, 1939, 1410, 1975]
column-divider [332, 1818, 333, 2308]
karma-author-address: -୪୯/୬୦୦, ଲକ୍ଷ୍ମୀ ବିହାର, ଭୁବନେଶ୍ୱର, ମୋ: ୯୯୩୭୫୪୬୭୬୭ [831, 1700, 1126, 1714]
scroll-thumb[interactable] [480, 2324, 510, 2332]
solution-cell: 3 [1397, 2242, 1413, 2254]
sudoku-cell[interactable]: 1 [1442, 1975, 1475, 2011]
sudoku-cell[interactable] [1312, 1831, 1345, 1867]
contact-line: କେବଳ ସମ୍ପାଦକଙ୍କୁ ପତ୍ର, ଖବର ପାଇଁ ବ୍ୟବହାର କରନ୍ତୁ : [1190, 1417, 1468, 1431]
email-link[interactable]: E-mail:advt@dharitri.com [1246, 1492, 1412, 1506]
sudoku-header [1176, 1776, 1486, 1822]
correction-banner: ସଂଶୋଧନ [1164, 1592, 1492, 1632]
date-box [220, 1600, 324, 1652]
sudoku-cell[interactable]: 1 [1181, 1939, 1214, 1975]
solution-cell: 5 [1446, 2242, 1462, 2254]
sudoku-cell[interactable]: 6 [1410, 2011, 1443, 2047]
solution-cell: 2 [1462, 2266, 1478, 2278]
karma-col2-top [748, 808, 1126, 1028]
sudoku-cell[interactable] [1377, 2083, 1410, 2119]
chhanda-col3 [738, 1818, 1126, 2288]
sudoku-cell[interactable] [1214, 1831, 1247, 1867]
solution-cell: 5 [1462, 2230, 1478, 2242]
paragraph: ଆମେ ଯେଉଁଠି କହିବା କଥା ତାହା ପରିସ୍ଥିତି ଅନୁସାରେ ହେବା ଉଚିତ । ପରିବାରରେ, ବନ୍ଧୁ ମହଲରେ କିମ୍ବା କାର୍ଯ୍ୟସ୍ଥଳୀରେ ଭିନ୍ନ ଭିନ୍ନ ଶୈଳୀ ଆବଶ୍ୟକ । କହି ବୋଲି ଜାଣେ ଯିଏ, ସେ ସବୁଠି ସମ୍ମାନ ପାଏ । ନୀରବତା ମଧ୍ୟ ଏକ ଭାଷା ଯାହା ଅନେକ ସମୟରେ ଶବ୍ଦଠାରୁ ଅଧିକ ପ୍ରଭାବଶାଳୀ ହୋଇଥାଏ । [738, 1819, 1126, 1885]
sudoku-cell[interactable] [1312, 1903, 1345, 1939]
column-divider [740, 150, 741, 695]
sudoku-cell[interactable]: 9 [1442, 1939, 1475, 1975]
sudoku-cell[interactable] [1181, 2011, 1214, 2047]
solution-cell: 6 [1429, 2218, 1445, 2230]
solution-cell: 7 [1364, 2242, 1380, 2254]
temple-photo [187, 901, 333, 987]
horizontal-scrollbar[interactable] [0, 2322, 1498, 2334]
solution-cell: 8 [1429, 2206, 1445, 2218]
solution-cell: 2 [1364, 2206, 1380, 2218]
solution-cell: 5 [1348, 2218, 1364, 2230]
paragraph: ଆମ ମନ ଭିତରେ ଅନେକ ସମୟରେ ଏହି ପ୍ରଶ୍ନ ଜାଗ୍ରତ ହୁଏ ଯେ ସଂସାରରେ କେହି ପ୍ରାଣୀ ସୁଖରେ ଅଛି ତ କେହି ଦୁଃଖରେ । ଏହାର କାରଣ କ'ଣ ? ଶାସ୍ତ୍ର କହେ ଯେ ମଣିଷ ଯେଉଁ କର୍ମ କରେ ତାର ଫଳ ତାକୁ ଭୋଗିବାକୁ ପଡ଼େ । ଏହାକୁ କର୍ମଫଳ କୁହାଯାଏ । ପୂର୍ବ ଜନ୍ମର କର୍ମଫଳ ଏ ଜନ୍ମରେ ପ୍ରାରବ୍ଧ ରୂପେ ଆସେ । ଭଗବାନ ଶ୍ରୀକୃଷ୍ଣ ଗୀତାରେ କହିଛନ୍ତି ଯେ କର୍ମ କର, ଫଳର ଆଶା କର ନାହିଁ । ନିଷ୍କାମ କର୍ମ ହିଁ ମଣିଷକୁ ବନ୍ଧନରୁ ମୁକ୍ତ କରେ । ଶ୍ରୀରାମ ବନବାସରେ ଥିବା ବେଳେ ଦଶରଥଙ୍କ ମୃତ୍ୟୁ ଘଟିଥିଲା, ଯାହା ତାଙ୍କ ପୂର୍ବ କର୍ମର ଫଳ ବୋଲି କୁହାଯାଏ । ଶ୍ରବଣକୁମାରଙ୍କ ପିତାମାତାଙ୍କ ଅଭିଶାପ ଦଶରଥଙ୍କୁ ଭୋଗିବାକୁ ପଡ଼ିଥିଲା । ଏହି ଦୃଷ୍ଟାନ୍ତରୁ ଜଣାପଡ଼େ ଯେ କର୍ମର ଫଳରୁ କେହି ରକ୍ଷା ପାଇପାରେ ନାହିଁ । ସଦ୍‌କର୍ମ ମଣିଷକୁ ଶାନ୍ତି ଓ ସୁଖ ଦିଏ, ଅସତ୍ କର୍ମ ଦୁଃଖ ଆଣେ । ସେଥିପାଇଁ ମଣିଷ ସର୍ବଦା ସତ୍ କର୍ମରେ ନିଜକୁ ନିୟୋଜିତ କରିବା ଉଚିତ । [346, 809, 732, 994]
solution-cell: 9 [1462, 2242, 1478, 2254]
scroll-thumb[interactable] [1420, 2324, 1460, 2332]
sudoku-cell[interactable] [1214, 2083, 1247, 2119]
solution-cell: 3 [1348, 2266, 1364, 2278]
sudoku-cell[interactable] [1410, 1831, 1443, 1867]
sudoku-cell[interactable]: 2 [1410, 2047, 1443, 2083]
letter-author: ପୂର୍ଣ୍ଣଚନ୍ଦ୍ର ବିଶ୍ୱାଳ, ବାରିପଦା, ମୟୂରଭଞ୍ଜ [1303, 624, 1492, 637]
solution-cell: 1 [1429, 2290, 1445, 2302]
sudoku-cell[interactable] [1214, 2047, 1247, 2083]
solution-cell: 9 [1446, 2278, 1462, 2290]
sudoku-cell[interactable] [1410, 1939, 1443, 1975]
letter-author: ଗୋପାଳକୃଷ୍ଣ ପଟ୍ଟନାୟକ, ବ୍ରହ୍ମପୁର [1324, 1036, 1492, 1049]
sudoku-cell[interactable]: 6 [1312, 1867, 1345, 1903]
column-divider [1132, 4, 1133, 2304]
